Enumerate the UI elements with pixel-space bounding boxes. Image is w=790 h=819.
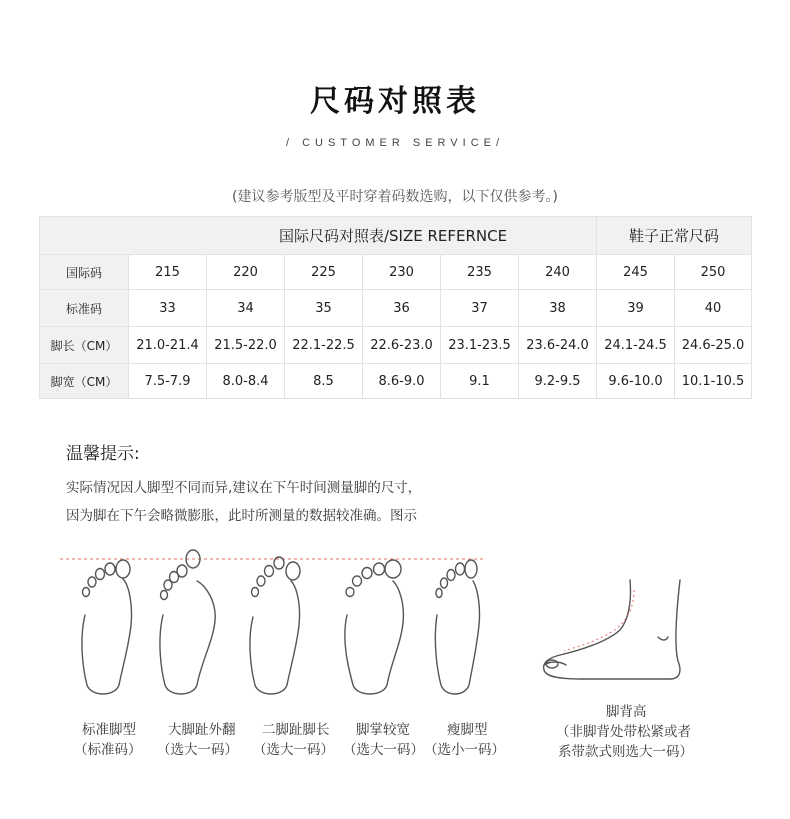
page-title: 尺码对照表: [310, 84, 480, 119]
table-cell: 33: [129, 290, 207, 327]
table-cell: 21.0-21.4: [129, 327, 207, 364]
table-row: [40, 255, 752, 290]
foot-type-advice: （选大一码）: [253, 742, 334, 758]
table-cell: 215: [129, 255, 207, 290]
table-header-row: [40, 217, 752, 255]
row-label: 脚长（CM）: [40, 327, 129, 364]
foot-types-illustration: [55, 545, 495, 705]
table-cell: 250: [675, 255, 752, 290]
foot-type-advice: （标准码）: [74, 742, 142, 758]
table-row: [40, 364, 752, 399]
table-cell: 240: [519, 255, 597, 290]
standard-foot-icon: [82, 560, 132, 694]
table-cell: 10.1-10.5: [675, 364, 752, 399]
table-cell: 40: [675, 290, 752, 327]
foot-type-label: 标准脚型: [82, 722, 136, 738]
table-cell: 8.5: [285, 364, 363, 399]
bunion-foot-icon: [160, 550, 215, 694]
foot-type-advice: （选大一码）: [343, 742, 424, 758]
slim-foot-icon: [435, 560, 479, 694]
size-chart-table: [39, 216, 752, 399]
foot-type-label: 大脚趾外翻: [168, 722, 236, 738]
table-cell: 39: [597, 290, 675, 327]
tips-line-2: 因为脚在下午会略微膨胀，此时所测量的数据较准确。图示: [66, 508, 417, 524]
table-cell: 235: [441, 255, 519, 290]
foot-type-advice: （选小一码）: [424, 742, 505, 758]
table-cell: 22.1-22.5: [285, 327, 363, 364]
row-label: 国际码: [40, 255, 129, 290]
foot-type-label: 瘦脚型: [447, 722, 488, 738]
tips-line-1: 实际情况因人脚型不同而异,建议在下午时间测量脚的尺寸，: [66, 480, 422, 496]
table-cell: 9.6-10.0: [597, 364, 675, 399]
table-cell: 23.6-24.0: [519, 327, 597, 364]
table-header-main: 国际尺码对照表/SIZE REFERNCE: [40, 217, 597, 255]
table-cell: 37: [441, 290, 519, 327]
table-cell: 9.1: [441, 364, 519, 399]
foot-type-label: 二脚趾脚长: [262, 722, 330, 738]
high-instep-foot-icon: [530, 575, 700, 695]
table-row: [40, 290, 752, 327]
reference-note: (建议参考版型及平时穿着码数选购，以下仅供参考。): [232, 189, 558, 205]
page-subtitle: / CUSTOMER SERVICE/: [285, 137, 505, 149]
table-cell: 35: [285, 290, 363, 327]
table-cell: 8.0-8.4: [207, 364, 285, 399]
row-label: 标准码: [40, 290, 129, 327]
instep-advice-line-1: （非脚背处带松紧或者: [556, 724, 691, 740]
row-label: 脚宽（CM）: [40, 364, 129, 399]
table-cell: 24.6-25.0: [675, 327, 752, 364]
table-header-right: 鞋子正常尺码: [597, 217, 752, 255]
table-cell: 21.5-22.0: [207, 327, 285, 364]
table-cell: 7.5-7.9: [129, 364, 207, 399]
foot-type-label: 脚掌较宽: [356, 722, 410, 738]
table-cell: 34: [207, 290, 285, 327]
table-cell: 22.6-23.0: [363, 327, 441, 364]
table-cell: 245: [597, 255, 675, 290]
table-cell: 23.1-23.5: [441, 327, 519, 364]
table-cell: 24.1-24.5: [597, 327, 675, 364]
tips-title: 温馨提示:: [66, 444, 140, 464]
table-cell: 220: [207, 255, 285, 290]
instep-advice-line-2: 系带款式则选大一码）: [558, 744, 693, 760]
table-cell: 38: [519, 290, 597, 327]
table-cell: 9.2-9.5: [519, 364, 597, 399]
table-cell: 36: [363, 290, 441, 327]
table-cell: 230: [363, 255, 441, 290]
foot-type-advice: （选大一码）: [157, 742, 238, 758]
wide-foot-icon: [345, 560, 404, 694]
instep-label: 脚背高: [606, 704, 647, 720]
table-cell: 8.6-9.0: [363, 364, 441, 399]
table-cell: 225: [285, 255, 363, 290]
long-second-toe-foot-icon: [250, 557, 300, 694]
table-row: [40, 327, 752, 364]
